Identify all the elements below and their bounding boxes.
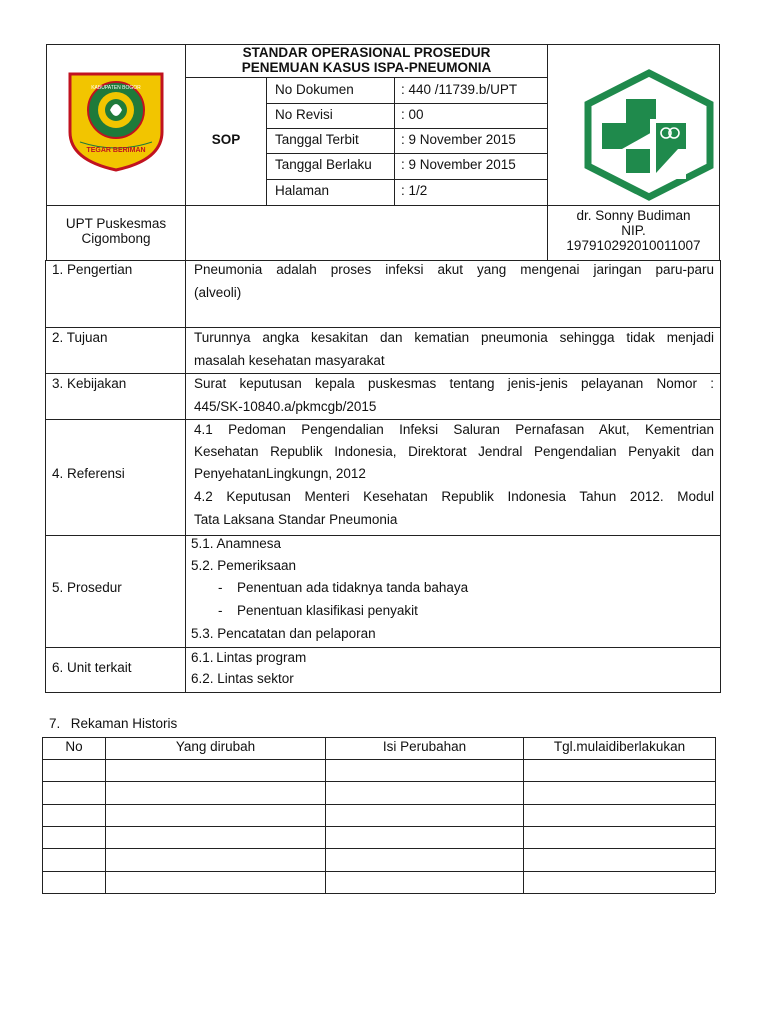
puskesmas-logo [582, 69, 716, 201]
kabupaten-bogor-emblem [66, 70, 166, 172]
section-label-pengertian: 1. Pengertian [52, 262, 133, 277]
prosedur-subitem-tanda-bahaya: Penentuan ada tidaknya tanda bahaya [237, 580, 469, 595]
meta-value-no-dokumen: : 440 /11739.b/UPT [401, 82, 518, 97]
meta-value-tanggal-berlaku: : 9 November 2015 [401, 157, 516, 172]
bullet-dash: - [218, 580, 223, 595]
meta-label-no-dokumen: No Dokumen [275, 82, 354, 97]
pengertian-line-1: Pneumonia adalah proses infeksi akut yang mengenai jaringan paru-paru [194, 262, 714, 277]
tujuan-line-2: masalah kesehatan masyarakat [194, 353, 385, 368]
signer-nip: 197910292010011007 [566, 238, 701, 253]
referensi-line-1: 4.1 Pedoman Pengendalian Infeksi Saluran Pernafasan Akut, Kementrian [194, 422, 714, 437]
referensi-line-4: 4.2 Keputusan Menteri Kesehatan Republik Indonesia Tahun 2012. Modul [194, 489, 714, 504]
history-col-no: No [65, 739, 83, 754]
history-col-isi-perubahan: Isi Perubahan [382, 739, 467, 754]
prosedur-item-pemeriksaan: 5.2. Pemeriksaan [191, 558, 297, 573]
section-label-prosedur: 5. Prosedur [52, 580, 122, 595]
section-label-referensi: 4. Referensi [52, 466, 125, 481]
sop-title-line2: PENEMUAN KASUS ISPA-PNEUMONIA [241, 60, 492, 75]
meta-label-halaman: Halaman [275, 183, 330, 198]
unit-name-line1: UPT Puskesmas [65, 216, 167, 231]
prosedur-subitem-klasifikasi: Penentuan klasifikasi penyakit [237, 603, 418, 618]
meta-value-tanggal-terbit: : 9 November 2015 [401, 132, 516, 147]
logo-motto: TEGAR BERIMAN [86, 147, 146, 154]
unit-terkait-item-2: 6.2. Lintas sektor [191, 671, 294, 686]
kebijakan-line-1: Surat keputusan kepala puskesmas tentang jenis-jenis pelayanan Nomor : [194, 376, 714, 391]
sop-title-line1: STANDAR OPERASIONAL PROSEDUR [242, 45, 491, 60]
unit-name-line2: Cigombong [81, 231, 151, 246]
prosedur-item-anamnesa: 5.1. Anamnesa [191, 536, 282, 551]
meta-label-tanggal-terbit: Tanggal Terbit [275, 132, 359, 147]
tujuan-line-1: Turunnya angka kesakitan dan kematian pneumonia sehingga tidak menjadi [194, 330, 714, 345]
meta-value-no-revisi: : 00 [401, 107, 424, 122]
history-col-tgl-berlaku: Tgl.mulaidiberlakukan [553, 739, 686, 754]
sop-label: SOP [211, 132, 241, 147]
signer-nip-label: NIP. [621, 223, 646, 238]
meta-label-tanggal-berlaku: Tanggal Berlaku [275, 157, 372, 172]
svg-text:KABUPATEN BOGOR: KABUPATEN BOGOR [91, 85, 141, 91]
section-label-tujuan: 2. Tujuan [52, 330, 108, 345]
kebijakan-line-2: 445/SK-10840.a/pkmcgb/2015 [194, 399, 377, 414]
meta-label-no-revisi: No Revisi [275, 107, 333, 122]
referensi-line-5: Tata Laksana Standar Pneumonia [194, 512, 398, 527]
history-col-yang-dirubah: Yang dirubah [175, 739, 256, 754]
meta-value-halaman: : 1/2 [401, 183, 428, 198]
pengertian-line-2: (alveoli) [194, 285, 242, 300]
prosedur-item-pencatatan: 5.3. Pencatatan dan pelaporan [191, 626, 376, 641]
signer-name: dr. Sonny Budiman [576, 208, 691, 223]
history-title: 7. Rekaman Historis [49, 716, 178, 731]
referensi-line-2: Kesehatan Republik Indonesia, Direktorat Jendral Pengendalian Penyakit dan [194, 444, 714, 459]
bullet-dash: - [218, 603, 223, 618]
section-label-unit-terkait: 6. Unit terkait [52, 660, 132, 675]
section-label-kebijakan: 3. Kebijakan [52, 376, 127, 391]
referensi-line-3: PenyehatanLingkungn, 2012 [194, 466, 366, 481]
unit-terkait-item-1: 6.1. Lintas program [191, 650, 307, 665]
